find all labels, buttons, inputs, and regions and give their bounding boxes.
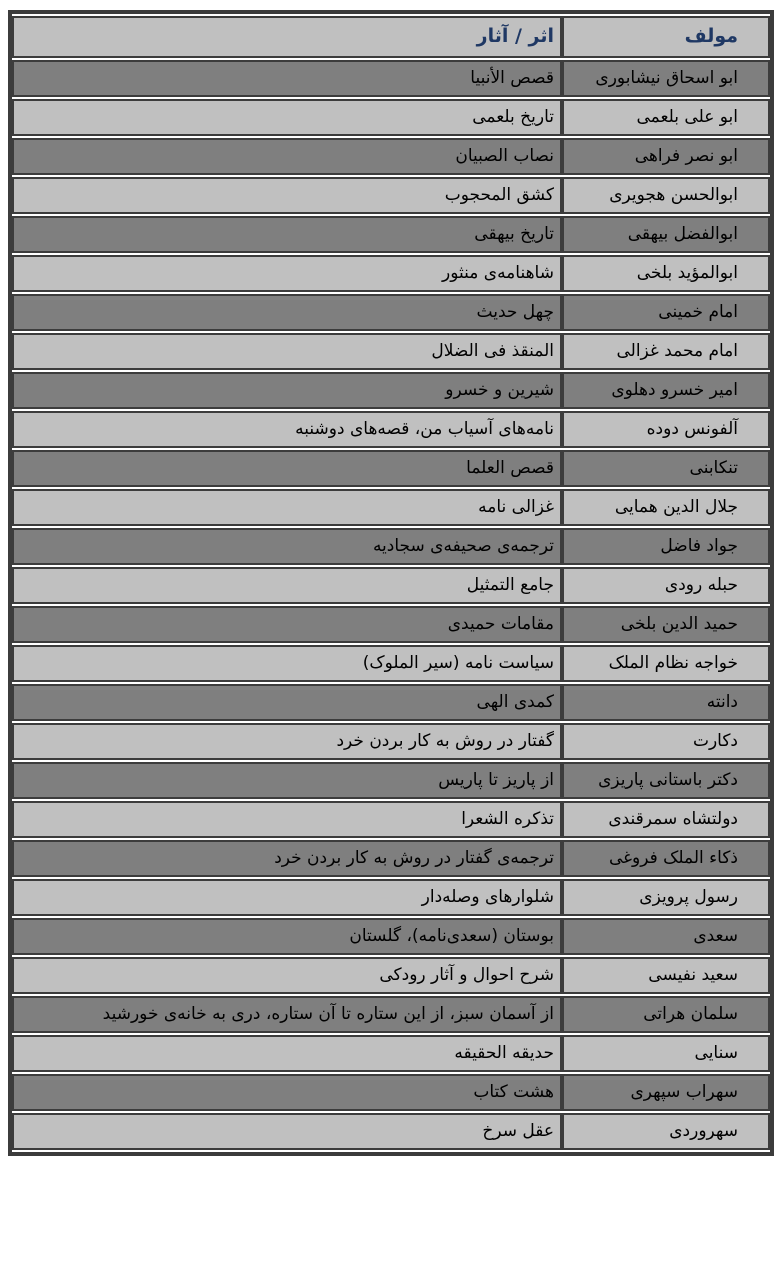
table-row xyxy=(12,957,770,994)
author-cell: امیر خسرو دهلوی xyxy=(562,372,770,409)
author-cell: حبله رودی xyxy=(562,567,770,604)
work-cell: ترجمه‌ی گفتار در روش به کار بردن خرد xyxy=(12,840,562,877)
author-cell: سهروردی xyxy=(562,1113,770,1150)
work-cell: جامع التمثیل xyxy=(12,567,562,604)
work-cell: شاهنامه‌ی منثور xyxy=(12,255,562,292)
table-row xyxy=(12,645,770,682)
work-cell: گفتار در روش به کار بردن خرد xyxy=(12,723,562,760)
table-row xyxy=(12,879,770,916)
table-row xyxy=(12,723,770,760)
table-row xyxy=(12,1035,770,1072)
author-cell: تنکابنی xyxy=(562,450,770,487)
author-cell: آلفونس دوده xyxy=(562,411,770,448)
table-row xyxy=(12,684,770,721)
work-cell: نامه‌های آسیاب من، قصه‌های دوشنبه xyxy=(12,411,562,448)
table-row xyxy=(12,60,770,97)
author-cell: ابو علی بلعمی xyxy=(562,99,770,136)
table-row xyxy=(12,216,770,253)
table-row xyxy=(12,294,770,331)
author-cell: سهراب سپهری xyxy=(562,1074,770,1111)
author-column-header: مولف xyxy=(562,16,770,58)
author-cell: سعید نفیسی xyxy=(562,957,770,994)
work-cell: کشق المحجوب xyxy=(12,177,562,214)
work-cell: از پاریز تا پاریس xyxy=(12,762,562,799)
work-column-header: اثر / آثار xyxy=(12,16,562,58)
work-cell: قصص الأنبیا xyxy=(12,60,562,97)
table-row xyxy=(12,138,770,175)
work-cell: بوستان (سعدی‌نامه)، گلستان xyxy=(12,918,562,955)
author-cell: دکارت xyxy=(562,723,770,760)
table-header xyxy=(12,16,770,58)
work-cell: حدیقه الحقیقه xyxy=(12,1035,562,1072)
author-cell: دولتشاه سمرقندی xyxy=(562,801,770,838)
work-cell: ترجمه‌ی صحیفه‌ی سجادیه xyxy=(12,528,562,565)
author-cell: ابو اسحاق نیشابوری xyxy=(562,60,770,97)
author-cell: رسول پرویزی xyxy=(562,879,770,916)
author-cell: دکتر باستانی پاریزی xyxy=(562,762,770,799)
author-cell: سعدی xyxy=(562,918,770,955)
author-cell: جواد فاضل xyxy=(562,528,770,565)
author-cell: امام محمد غزالی xyxy=(562,333,770,370)
table-body xyxy=(12,60,770,1150)
table-row xyxy=(12,489,770,526)
table-row xyxy=(12,606,770,643)
table-row xyxy=(12,255,770,292)
author-cell: دانته xyxy=(562,684,770,721)
work-cell: المنقذ فی الضلال xyxy=(12,333,562,370)
author-cell: ابوالحسن هجویری xyxy=(562,177,770,214)
table-row xyxy=(12,372,770,409)
author-cell: سلمان هراتی xyxy=(562,996,770,1033)
author-cell: حمید الدین بلخی xyxy=(562,606,770,643)
work-cell: تذکره الشعرا xyxy=(12,801,562,838)
table-row xyxy=(12,567,770,604)
authors-works-table xyxy=(8,10,774,1156)
work-cell: مقامات حمیدی xyxy=(12,606,562,643)
author-cell: امام خمینی xyxy=(562,294,770,331)
table-row xyxy=(12,411,770,448)
work-cell: هشت کتاب xyxy=(12,1074,562,1111)
table-row xyxy=(12,1074,770,1111)
header-row xyxy=(12,16,770,58)
table-row xyxy=(12,801,770,838)
work-cell: شرح احوال و آثار رودکی xyxy=(12,957,562,994)
table-row xyxy=(12,762,770,799)
work-cell: کمدی الهی xyxy=(12,684,562,721)
work-cell: تاریخ بیهقی xyxy=(12,216,562,253)
table-row xyxy=(12,1113,770,1150)
work-cell: از آسمان سبز، از این ستاره تا آن ستاره، دری به خانه‌ی خورشید xyxy=(12,996,562,1033)
author-cell: ابوالمؤید بلخی xyxy=(562,255,770,292)
work-cell: شلوارهای وصله‌دار xyxy=(12,879,562,916)
table-row xyxy=(12,99,770,136)
table-row xyxy=(12,918,770,955)
work-cell: قصص العلما xyxy=(12,450,562,487)
author-cell: سنایی xyxy=(562,1035,770,1072)
work-cell: عقل سرخ xyxy=(12,1113,562,1150)
work-cell: سیاست نامه (سیر الملوک) xyxy=(12,645,562,682)
table-row xyxy=(12,528,770,565)
table-row xyxy=(12,333,770,370)
author-cell: ابو نصر فراهی xyxy=(562,138,770,175)
work-cell: شیرین و خسرو xyxy=(12,372,562,409)
work-cell: غزالی نامه xyxy=(12,489,562,526)
work-cell: چهل حدیث xyxy=(12,294,562,331)
work-cell: نصاب الصبیان xyxy=(12,138,562,175)
table-row xyxy=(12,840,770,877)
author-cell: جلال الدین همایی xyxy=(562,489,770,526)
table-row xyxy=(12,177,770,214)
table-row xyxy=(12,996,770,1033)
author-cell: ابوالفضل بیهقی xyxy=(562,216,770,253)
author-cell: خواجه نظام الملک xyxy=(562,645,770,682)
work-cell: تاریخ بلعمی xyxy=(12,99,562,136)
author-cell: ذکاء الملک فروغی xyxy=(562,840,770,877)
table-row xyxy=(12,450,770,487)
